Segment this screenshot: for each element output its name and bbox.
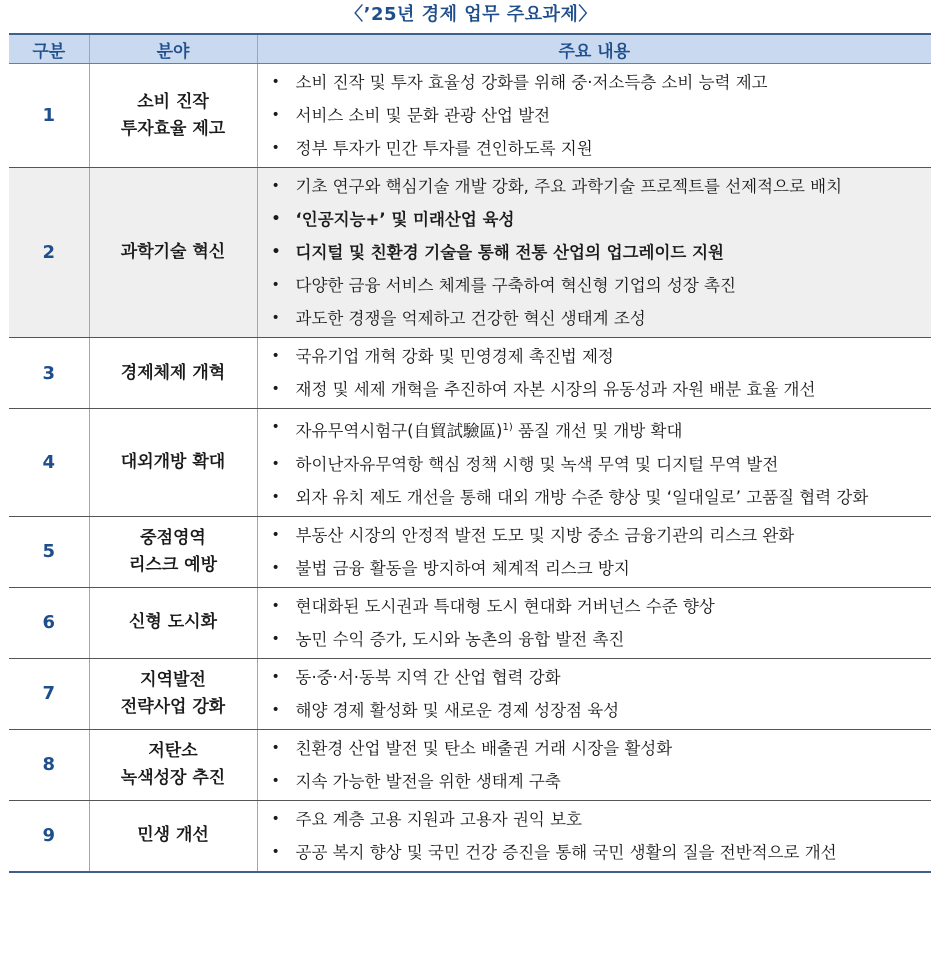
bullet-icon: • (271, 178, 280, 194)
row-number: 5 (9, 516, 89, 587)
row-number: 8 (9, 729, 89, 800)
row-number: 1 (9, 64, 89, 168)
row-number: 7 (9, 658, 89, 729)
content-list (258, 730, 932, 800)
list-item (272, 590, 932, 623)
row-number: 2 (9, 168, 89, 338)
item-text: 과도한 경쟁을 억제하고 건강한 혁신 생태계 조성 (295, 309, 646, 328)
item-text: 지속 가능한 발전을 위한 생태계 구축 (295, 771, 561, 791)
bullet-icon: • (271, 381, 280, 397)
item-text: ‘인공지능+’ 및 미래산업 육성 (295, 210, 515, 229)
bullet-icon: • (271, 244, 281, 260)
bullet-icon: • (271, 455, 280, 472)
list-item (272, 623, 932, 656)
bullet-icon: • (271, 843, 280, 860)
table-row (9, 64, 931, 168)
row-number: 9 (9, 800, 89, 872)
row-field (89, 587, 257, 658)
content-list (258, 659, 932, 729)
field-line: 리스크 예방 (128, 554, 218, 575)
item-text: 친환경 산업 발전 및 탄소 배출권 거래 시장을 활성화 (295, 738, 673, 758)
row-field (89, 338, 257, 409)
bullet-icon: • (271, 810, 280, 827)
table-row (9, 516, 931, 587)
item-text: 다양한 금융 서비스 체계를 구축하여 혁신형 기업의 성장 촉진 (295, 276, 736, 295)
row-number: 4 (9, 409, 89, 517)
table-row (9, 587, 931, 658)
field-line: 투자효율 제고 (120, 118, 226, 139)
item-text: 농민 수익 증가, 도시와 농촌의 융합 발전 촉진 (295, 629, 625, 649)
table-row (9, 168, 931, 338)
item-text: 외자 유치 제도 개선을 통해 대외 개방 수준 향상 및 ‘일대일로’ 고품질 협력 강화 (295, 487, 869, 507)
list-item (272, 170, 932, 203)
content-list (258, 517, 932, 587)
content-list (258, 64, 932, 167)
item-text: 하이난자유무역항 핵심 정책 시행 및 녹색 무역 및 디지털 무역 발전 (295, 454, 779, 474)
bullet-icon: • (271, 668, 280, 685)
list-item (272, 448, 932, 481)
field-line: 중점영역 (140, 527, 206, 548)
list-item (272, 803, 932, 836)
bullet-icon: • (271, 277, 280, 293)
bullet-icon: • (271, 559, 280, 576)
item-text: 공공 복지 향상 및 국민 건강 증진을 통해 국민 생활의 질을 전반적으로 개선 (295, 842, 837, 862)
bullet-icon: • (271, 739, 280, 756)
list-item (272, 552, 932, 585)
row-content (257, 800, 931, 872)
item-text: 불법 금융 활동을 방지하여 체계적 리스크 방지 (295, 558, 630, 578)
bullet-icon: • (271, 74, 280, 90)
row-content (257, 338, 931, 409)
field-line: 녹색성장 추진 (120, 767, 226, 788)
list-item (272, 340, 932, 373)
bullet-icon: • (271, 526, 280, 543)
bullet-icon: • (271, 701, 280, 718)
table-row (9, 658, 931, 729)
list-item (272, 661, 932, 694)
item-text: 현대화된 도시권과 특대형 도시 현대화 거버넌스 수준 향상 (295, 596, 715, 616)
list-item (272, 519, 932, 552)
bullet-icon: • (271, 597, 280, 614)
item-text: 기초 연구와 핵심기술 개발 강화, 주요 과학기술 프로젝트를 선제적으로 배치 (295, 177, 843, 196)
field-line: 신형 도시화 (128, 612, 218, 632)
item-text: 부동산 시장의 안정적 발전 도모 및 지방 중소 금융기관의 리스크 완화 (295, 525, 795, 545)
item-text: 국유기업 개혁 강화 및 민영경제 촉진법 제정 (295, 347, 614, 366)
item-text: 해양 경제 활성화 및 새로운 경제 성장점 육성 (295, 700, 620, 720)
table-header (9, 34, 931, 64)
table-row (9, 338, 931, 409)
field-line: 과학기술 혁신 (120, 242, 226, 262)
row-field (89, 658, 257, 729)
row-content (257, 516, 931, 587)
list-item (272, 373, 932, 406)
list-item (272, 132, 932, 165)
bullet-icon: • (271, 348, 280, 364)
list-item (272, 732, 932, 765)
bullet-icon: • (271, 310, 280, 326)
item-text: 디지털 및 친환경 기술을 통해 전통 산업의 업그레이드 지원 (295, 243, 724, 262)
row-field (89, 516, 257, 587)
table-row (9, 729, 931, 800)
row-content (257, 409, 931, 517)
row-content (257, 168, 931, 338)
row-field (89, 729, 257, 800)
field-line: 저탄소 (148, 740, 198, 761)
row-field (89, 409, 257, 517)
header-field: 분야 (89, 34, 257, 64)
row-field (89, 800, 257, 872)
row-field (89, 168, 257, 338)
list-item (272, 66, 932, 99)
header-content: 주요 내용 (257, 34, 931, 64)
row-content (257, 64, 931, 168)
item-text: 동·중·서·동북 지역 간 산업 협력 강화 (295, 667, 561, 687)
list-item (272, 236, 932, 269)
content-list (258, 409, 932, 516)
table-title: 〈’25년 경제 업무 주요과제〉 (345, 4, 597, 25)
row-content (257, 587, 931, 658)
item-text: 서비스 소비 및 문화 관광 산업 발전 (295, 106, 551, 125)
bullet-icon: • (271, 488, 280, 505)
bullet-icon: • (271, 107, 280, 123)
field-line: 대외개방 확대 (120, 451, 226, 472)
table-row (9, 800, 931, 872)
row-content (257, 658, 931, 729)
field-line: 경제체제 개혁 (120, 362, 226, 383)
content-list (258, 801, 932, 871)
table-row (9, 409, 931, 517)
content-list (258, 168, 932, 337)
bullet-icon: • (271, 140, 280, 156)
list-item (272, 836, 932, 869)
content-list (258, 338, 932, 408)
tasks-table (9, 33, 931, 873)
content-list (258, 588, 932, 658)
row-number: 6 (9, 587, 89, 658)
item-text: 주요 계층 고용 지원과 고용자 권익 보호 (295, 809, 582, 829)
header-category: 구분 (9, 34, 89, 64)
list-item (272, 269, 932, 302)
field-line: 지역발전 (140, 669, 206, 690)
list-item (272, 203, 932, 236)
table-body (9, 64, 931, 872)
row-field (89, 64, 257, 168)
bullet-icon: • (271, 772, 280, 789)
item-text: 정부 투자가 민간 투자를 견인하도록 지원 (295, 139, 593, 158)
list-item (272, 694, 932, 727)
bullet-icon: • (271, 419, 280, 435)
list-item (272, 302, 932, 335)
footnote-marker: 1) (502, 422, 513, 433)
bullet-icon: • (271, 211, 281, 227)
row-number: 3 (9, 338, 89, 409)
item-text-after: 품질 개선 및 개방 확대 (512, 421, 683, 441)
list-item (272, 765, 932, 798)
field-line: 전략사업 강화 (120, 696, 226, 717)
bullet-icon: • (271, 630, 280, 647)
list-item (272, 481, 932, 514)
field-line: 민생 개선 (137, 825, 209, 845)
list-item (272, 411, 932, 448)
row-content (257, 729, 931, 800)
item-text: 소비 진작 및 투자 효율성 강화를 위해 중·저소득층 소비 능력 제고 (295, 73, 768, 92)
field-line: 소비 진작 (137, 91, 209, 112)
item-text: 재정 및 세제 개혁을 추진하여 자본 시장의 유동성과 자원 배분 효율 개선 (295, 380, 816, 399)
item-text: 자유무역시험구(自貿試驗區) (295, 421, 503, 441)
list-item (272, 99, 932, 132)
